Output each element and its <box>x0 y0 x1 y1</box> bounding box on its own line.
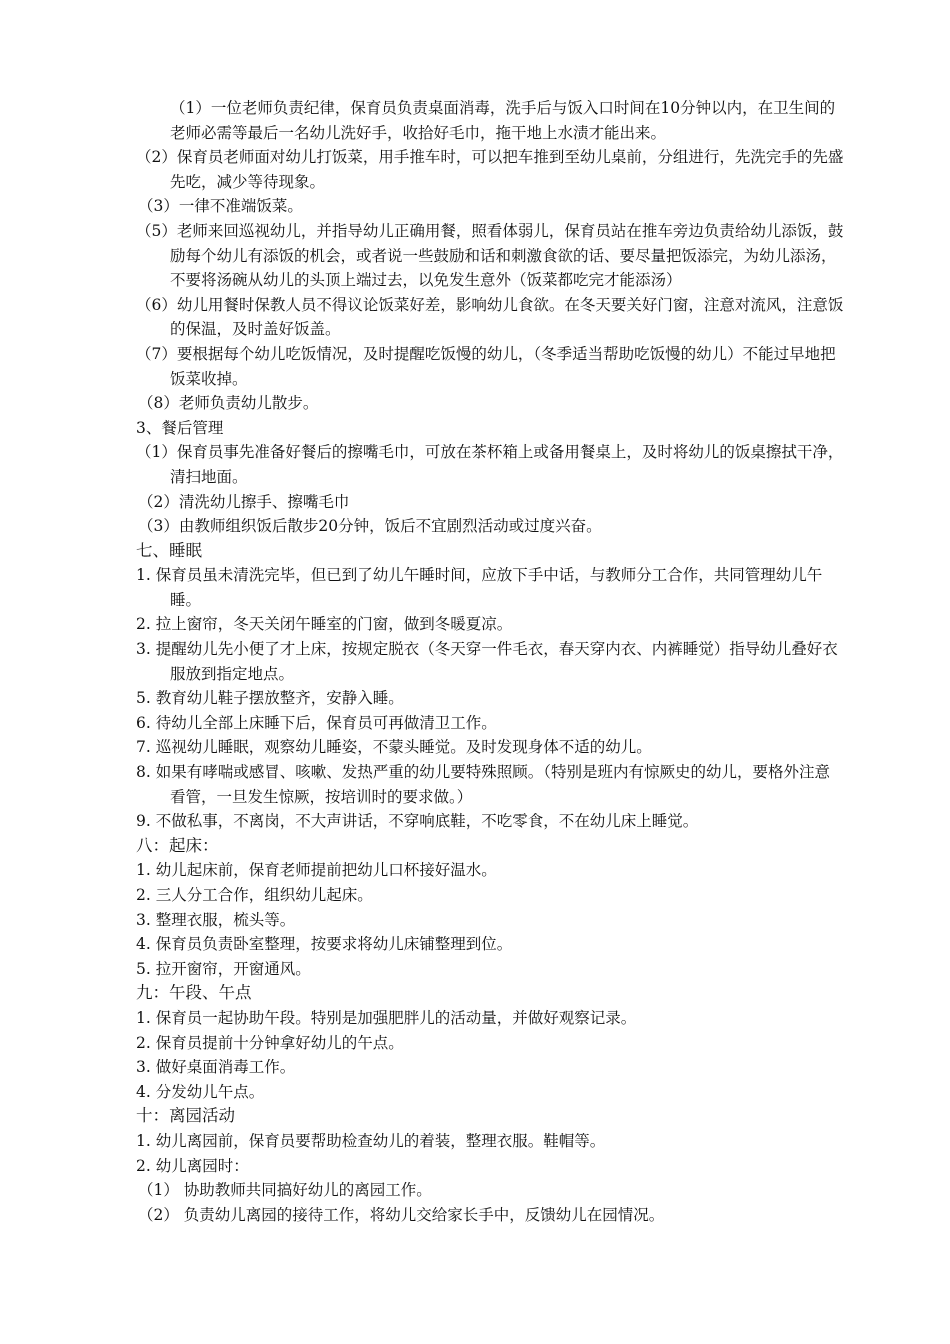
paragraph-line: 看管，一旦发生惊厥，按培训时的要求做。） <box>170 787 473 806</box>
paragraph-line: 睡。 <box>170 590 202 609</box>
paragraph-line: 9. 不做私事，不离岗，不大声讲话，不穿响底鞋，不吃零食，不在幼儿床上睡觉。 <box>136 812 699 831</box>
paragraph-line: 5. 教育幼儿鞋子摆放整齐，安静入睡。 <box>136 689 404 708</box>
paragraph-line: 的保温，及时盖好饭盖。 <box>170 320 341 339</box>
paragraph-line: 7. 巡视幼儿睡眠，观察幼儿睡姿，不蒙头睡觉。及时发现身体不适的幼儿。 <box>136 738 652 757</box>
paragraph-line: 励每个幼儿有添饭的机会，或者说一些鼓励和话和刺激食欲的话、要尽量把饭添完，为幼儿添汤， <box>170 246 837 265</box>
paragraph-line: （2） 负责幼儿离园的接待工作，将幼儿交给家长手中，反馈幼儿在园情况。 <box>138 1205 665 1224</box>
paragraph-line: （3）由教师组织饭后散步20分钟，饭后不宜剧烈活动或过度兴奋。 <box>138 517 602 536</box>
paragraph-line: 1. 幼儿离园前，保育员要帮助检查幼儿的着装，整理衣服。鞋帽等。 <box>136 1131 606 1150</box>
paragraph-line: 1. 保育员一起协助午段。特别是加强肥胖儿的活动量，并做好观察记录。 <box>136 1008 637 1027</box>
paragraph-line: （3）一律不准端饭菜。 <box>138 197 303 216</box>
paragraph-line: （2）保育员老师面对幼儿打饭菜，用手推车时，可以把车推到至幼儿桌前，分组进行，先洗完手的先盛 <box>136 148 844 167</box>
section-heading: 十：离园活动 <box>136 1106 235 1126</box>
paragraph-line: 3. 提醒幼儿先小便了才上床，按规定脱衣（冬天穿一件毛衣，春天穿内衣、内裤睡觉）指导幼儿叠好衣 <box>136 640 838 659</box>
paragraph-line: （2）清洗幼儿擦手、擦嘴毛巾 <box>138 492 350 511</box>
paragraph-line: 服放到指定地点。 <box>170 664 295 683</box>
paragraph-line: （8）老师负责幼儿散步。 <box>138 394 319 413</box>
paragraph-line: 2. 幼儿离园时： <box>136 1156 249 1175</box>
paragraph-line: 3. 做好桌面消毒工作。 <box>136 1058 296 1077</box>
paragraph-line: 先吃，减少等待现象。 <box>170 172 326 191</box>
paragraph-line: 3、餐后管理 <box>136 418 224 437</box>
paragraph-line: 2. 拉上窗帘，冬天关闭午睡室的门窗，做到冬暖夏凉。 <box>136 615 513 634</box>
paragraph-line: （5）老师来回巡视幼儿，并指导幼儿正确用餐，照看体弱儿，保育员站在推车旁边负责给幼儿添饭，鼓 <box>136 221 844 240</box>
paragraph-line: 1. 幼儿起床前，保育老师提前把幼儿口杯接好温水。 <box>136 861 497 880</box>
paragraph-line: 8. 如果有哮喘或感冒、咳嗽、发热严重的幼儿要特殊照顾。（特别是班内有惊厥史的幼儿，要格外注意 <box>136 763 830 782</box>
paragraph-line: （1）一位老师负责纪律，保育员负责桌面消毒，洗手后与饭入口时间在10分钟以内，在卫生间的 <box>170 99 836 117</box>
paragraph-line: 5. 拉开窗帘，开窗通风。 <box>136 959 311 978</box>
paragraph-line: （6）幼儿用餐时保教人员不得议论饭菜好差，影响幼儿食欲。在冬天要关好门窗，注意对流风，注意饭 <box>136 295 844 314</box>
section-heading: 九：午段、午点 <box>136 983 252 1003</box>
paragraph-line: 6. 待幼儿全部上床睡下后，保育员可再做清卫工作。 <box>136 713 497 732</box>
paragraph-line: （1） 协助教师共同搞好幼儿的离园工作。 <box>138 1181 432 1200</box>
paragraph-line: 4. 分发幼儿午点。 <box>136 1082 265 1101</box>
paragraph-line: （1）保育员事先准备好餐后的擦嘴毛巾，可放在茶杯箱上或备用餐桌上，及时将幼儿的饭桌擦拭干净， <box>136 443 844 462</box>
paragraph-line: 1. 保育员虽未清洗完毕，但已到了幼儿午睡时间，应放下手中话，与教师分工合作，共同管理幼儿午 <box>136 566 823 585</box>
paragraph-line: 清扫地面。 <box>170 467 248 486</box>
paragraph-line: 饭菜收掉。 <box>170 369 248 388</box>
paragraph-line: 3. 整理衣服，梳头等。 <box>136 910 296 929</box>
paragraph-line: 2. 三人分工合作，组织幼儿起床。 <box>136 886 373 904</box>
section-heading: 八：起床： <box>136 835 219 855</box>
paragraph-line: 老师必需等最后一名幼儿洗好手，收拾好毛巾，拖干地上水渍才能出来。 <box>170 123 667 142</box>
section-heading: 七、睡眠 <box>136 540 202 560</box>
paragraph-line: 2. 保育员提前十分钟拿好幼儿的午点。 <box>136 1033 404 1052</box>
paragraph-line: 4. 保育员负责卧室整理，按要求将幼儿床铺整理到位。 <box>136 935 513 954</box>
paragraph-line: 不要将汤碗从幼儿的头顶上端过去，以免发生意外（饭菜都吃完才能添汤） <box>170 271 682 290</box>
document-page <box>0 96 950 1227</box>
paragraph-line: （7）要根据每个幼儿吃饭情况，及时提醒吃饭慢的幼儿，（冬季适当帮助吃饭慢的幼儿）不能过早地把 <box>136 344 836 363</box>
